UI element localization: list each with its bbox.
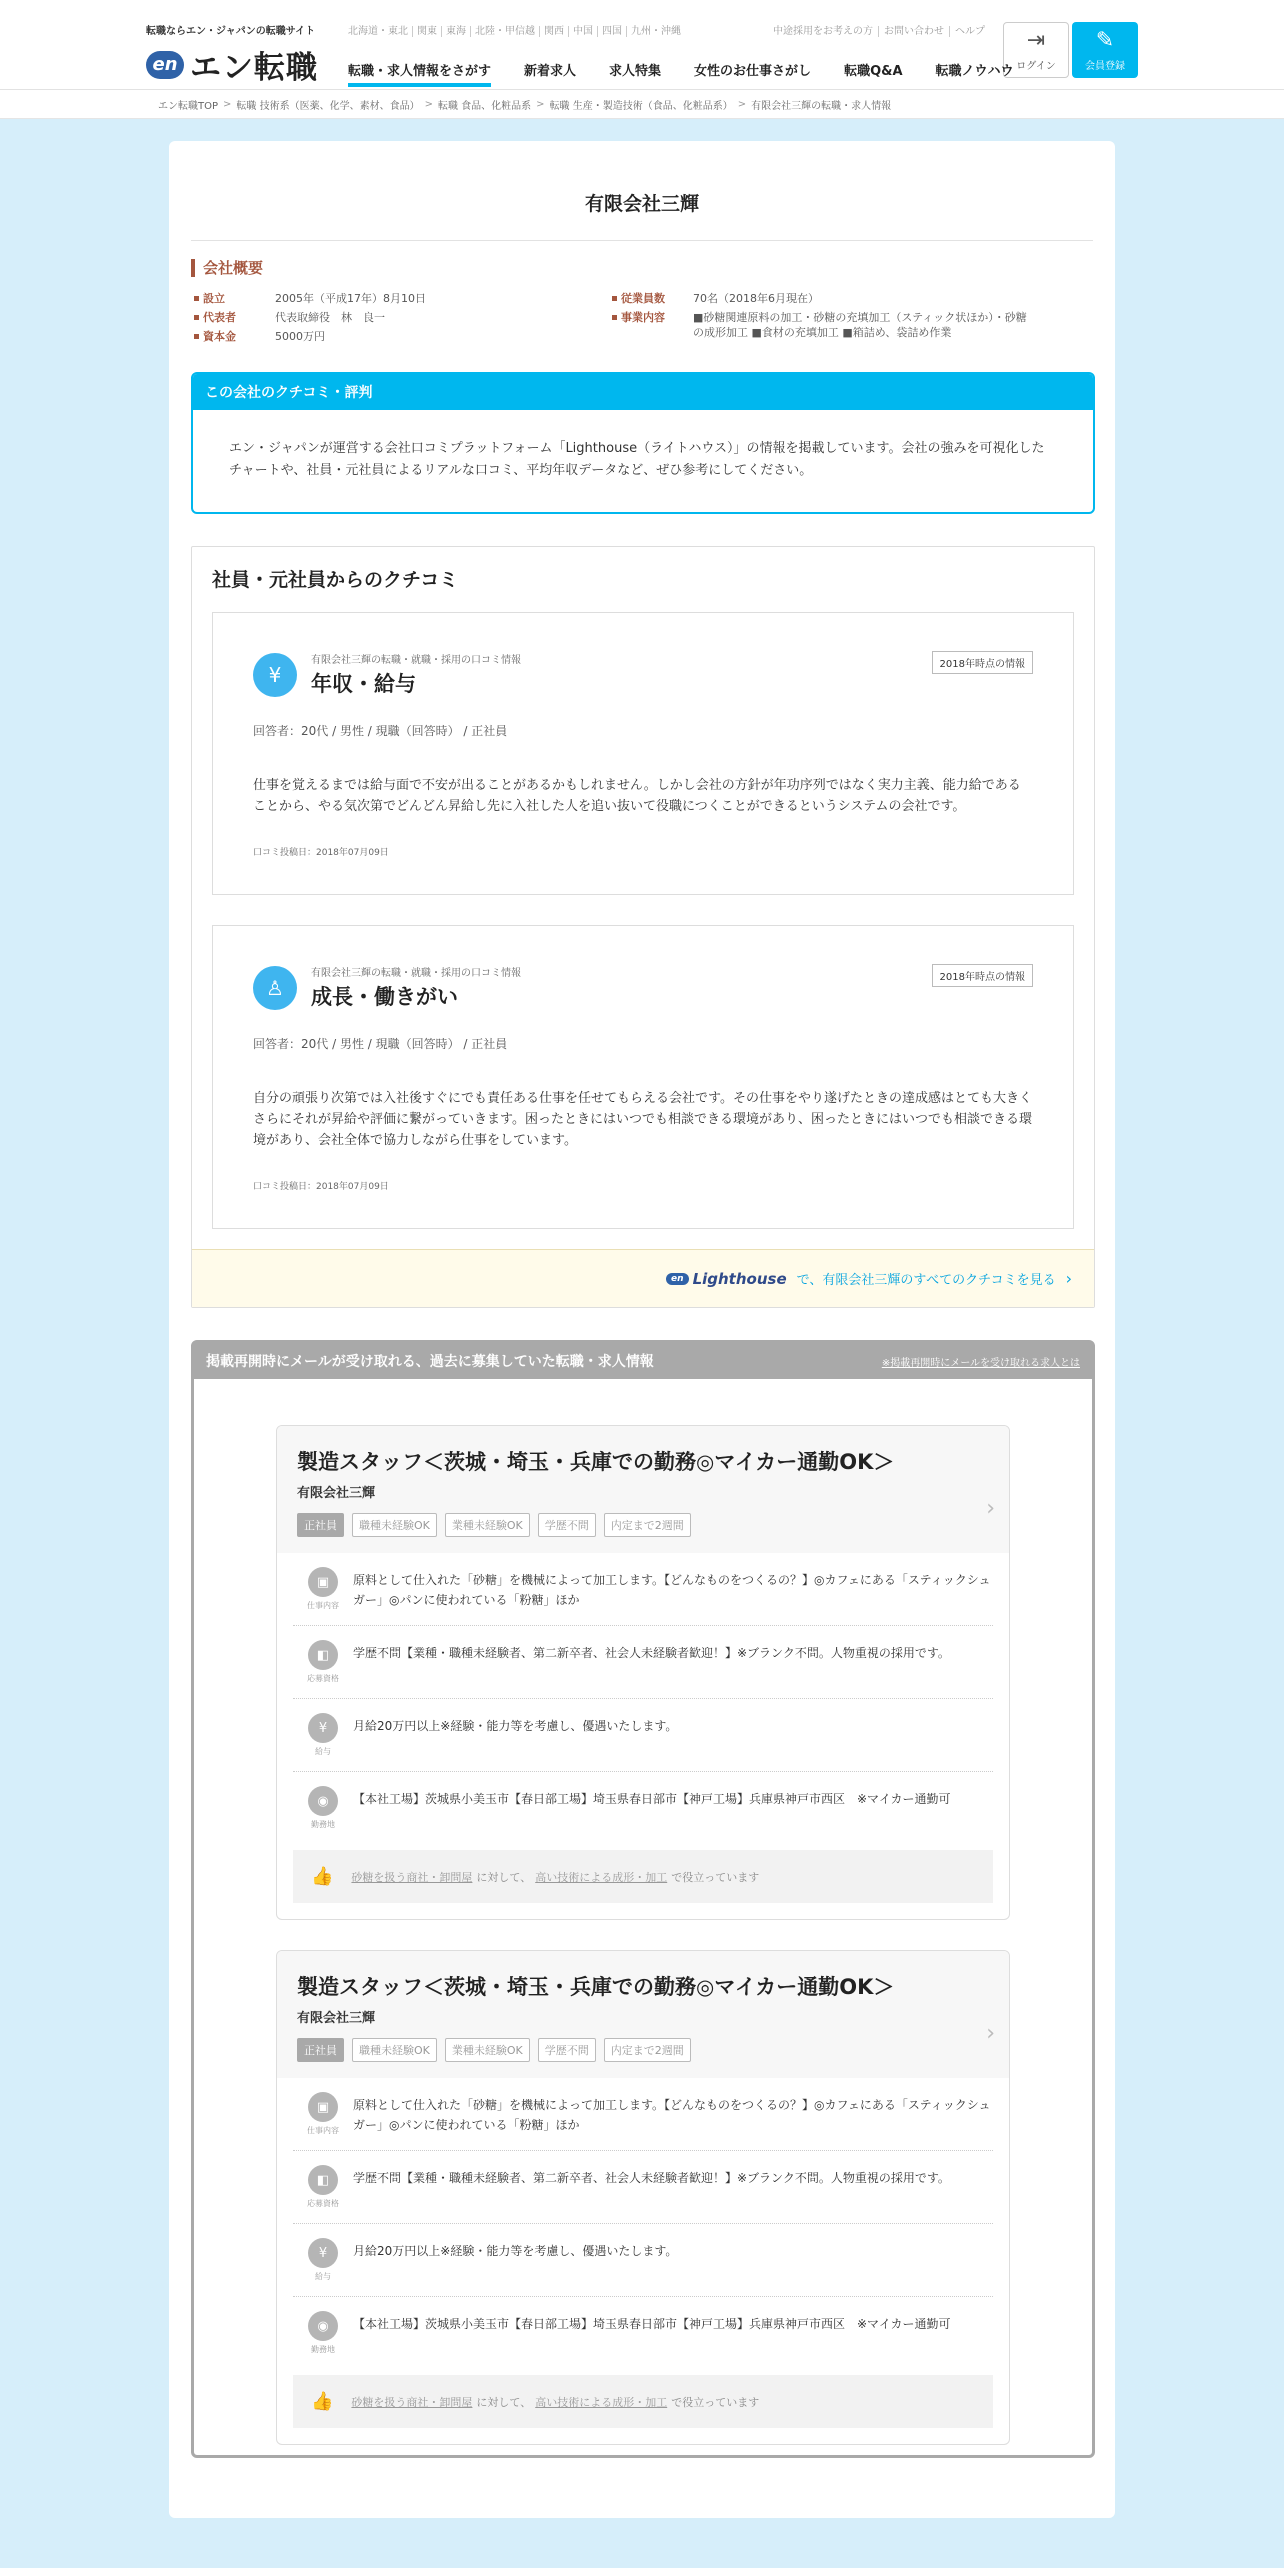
review-category: 成長・働きがい — [311, 985, 458, 1009]
chevron-right-icon: › — [1065, 1269, 1072, 1288]
business-value: ■砂糖関連原料の加工・砂糖の充填加工（スティック状ほか）・砂糖の成形加工 ■食材の充填加工 ■箱詰め、袋詰め作業 — [693, 311, 1027, 339]
job-location: 【本社工場】茨城県小美玉市【春日部工場】埼玉県春日部市【神戸工場】兵庫県神戸市西区 ※マイカー通勤可 — [353, 1792, 951, 1806]
capital-label: 資本金 — [191, 329, 275, 344]
lighthouse-link-bar[interactable] — [192, 1249, 1094, 1307]
job-detail-row — [293, 2224, 993, 2297]
login-icon: ⇥ — [1026, 27, 1046, 53]
nav-knowhow[interactable]: 転職ノウハウ — [935, 64, 1014, 79]
strength-skill: 高い技術による成形・加工 — [535, 1870, 668, 1884]
past-jobs-help-link[interactable]: ※掲載再開時にメールを受け取れる求人とは — [881, 1357, 1080, 1369]
strength-end: で役立っています — [671, 2395, 760, 2409]
job-location: 【本社工場】茨城県小美玉市【春日部工場】埼玉県春日部市【神戸工場】兵庫県神戸市西区 ※マイカー通勤可 — [353, 2317, 951, 2331]
site-header — [0, 0, 1284, 90]
strength-target: 砂糖を扱う商社・卸問屋 — [351, 2395, 473, 2409]
job-salary: 月給20万円以上※経験・能力等を考慮し、優遇いたします。 — [353, 2244, 678, 2258]
region-link[interactable]: 九州・沖縄 — [631, 26, 681, 37]
kuchikomi-info-box — [191, 372, 1095, 514]
ceo-label: 代表者 — [191, 310, 275, 325]
en-logo-icon: en — [666, 1273, 689, 1285]
job-detail-row — [293, 2297, 993, 2369]
company-overview — [191, 259, 1093, 348]
chevron-right-icon[interactable]: › — [986, 1496, 995, 1521]
contact-link[interactable]: お問い合わせ — [879, 26, 950, 37]
job-qualifications: 学歴不問【業種・職種未経験者、第二新卒者、社会人未経験者歓迎！】※ブランク不問。人物重視の採用です。 — [353, 1646, 950, 1660]
row-label: 勤務地 — [311, 1820, 335, 1829]
review-subtitle: 有限会社三輝の転職・就職・採用の口コミ情報 — [311, 655, 521, 666]
employees-value: 70名（2018年6月現在） — [693, 292, 819, 305]
row-label: 応募資格 — [307, 2199, 339, 2208]
thumbs-up-icon: 👍 — [311, 2391, 334, 2412]
job-qualifications: 学歴不問【業種・職種未経験者、第二新卒者、社会人未経験者歓迎！】※ブランク不問。人物重視の採用です。 — [353, 2171, 950, 2185]
strength-skill: 高い技術による成形・加工 — [535, 2395, 668, 2409]
breadcrumb-current: 有限会社三輝の転職・求人情報 — [751, 100, 892, 112]
region-link[interactable]: 東海 — [442, 26, 471, 37]
breadcrumb-item[interactable]: 転職 生産・製造技術（食品、化粧品系） — [549, 100, 733, 112]
bookmark-icon: ◧ — [308, 2165, 338, 2195]
review-card — [212, 612, 1074, 895]
help-link[interactable]: ヘルプ — [955, 26, 985, 37]
job-tag: 学歴不問 — [538, 1513, 596, 1537]
job-detail-row — [293, 2078, 993, 2151]
strength-connector: に対して、 — [476, 2395, 532, 2409]
job-tags — [297, 2038, 989, 2062]
nav-qa[interactable]: 転職Q&A — [844, 64, 903, 79]
row-label: 応募資格 — [307, 1674, 339, 1683]
location-icon: ◉ — [308, 2311, 338, 2341]
all-reviews-link[interactable]: で、有限会社三輝のすべてのクチコミを見る — [796, 1273, 1056, 1288]
region-link[interactable]: 中国 — [569, 26, 598, 37]
review-text: 仕事を覚えるまでは給与面で不安が出ることがあるかもしれません。しかし会社の方針が年功序列ではなく実力主義、能力給であることから、やる気次第でどんどん昇給し先に入社した人を追い抜いて役職につくことができるというシステムの会社です。 — [253, 778, 1021, 814]
utility-links — [768, 26, 990, 37]
region-link[interactable]: 関西 — [540, 26, 569, 37]
job-title[interactable]: 製造スタッフ＜茨城・埼玉・兵庫での勤務◎マイカー通勤OK＞ — [297, 1975, 895, 1999]
job-tag: 正社員 — [297, 1513, 344, 1537]
review-respondent: 回答者：20代 / 男性 / 現職（回答時） / 正社員 — [253, 724, 508, 738]
main-content — [169, 141, 1115, 2518]
review-year-badge: 2018年時点の情報 — [932, 651, 1033, 674]
yen-icon: ¥ — [308, 1713, 338, 1743]
job-tag: 職種未経験OK — [352, 1513, 437, 1537]
chevron-right-icon[interactable]: › — [986, 2021, 995, 2046]
job-strength-note — [293, 2375, 993, 2428]
location-icon: ◉ — [308, 1786, 338, 1816]
salary-icon: ¥ — [253, 653, 297, 697]
job-tag: 内定まで2週間 — [604, 2038, 691, 2062]
region-link[interactable]: 北陸・甲信越 — [471, 26, 540, 37]
job-tag: 業種未経験OK — [445, 1513, 530, 1537]
job-tag: 内定まで2週間 — [604, 1513, 691, 1537]
job-tags — [297, 1513, 989, 1537]
business-label: 事業内容 — [609, 310, 693, 340]
job-strength-note — [293, 1850, 993, 1903]
nav-new-jobs[interactable]: 新着求人 — [524, 64, 577, 79]
job-company: 有限会社三輝 — [297, 2011, 376, 2026]
thumbs-up-icon: 👍 — [311, 1866, 334, 1887]
lighthouse-logo: en Lighthouse — [666, 1270, 787, 1288]
job-tag: 職種未経験OK — [352, 2038, 437, 2062]
employees-label: 従業員数 — [609, 291, 693, 306]
nav-search-jobs[interactable]: 転職・求人情報をさがす — [348, 60, 491, 87]
region-link[interactable]: 北海道・東北 — [348, 26, 413, 37]
growth-person-icon: ♙ — [253, 966, 297, 1010]
job-detail-row — [293, 1699, 993, 1772]
review-card — [212, 925, 1074, 1229]
job-salary: 月給20万円以上※経験・能力等を考慮し、優遇いたします。 — [353, 1719, 678, 1733]
breadcrumb-item[interactable]: 転職 技術系（医薬、化学、素材、食品） — [236, 100, 420, 112]
nav-women-jobs[interactable]: 女性のお仕事さがし — [694, 64, 812, 79]
review-text: 自分の頑張り次第では入社後すぐにでも責任ある仕事を任せてもらえる会社です。その仕事をやり遂げたときの達成感はとても大きくさらにそれが昇給や評価に繋がっていきます。困ったときにはいつでも相談できる環境があり、困ったときにはいつでも相談できる環境があり、会社全体で協力しながら仕事をしています。 — [253, 1091, 1032, 1148]
capital-value: 5000万円 — [275, 330, 325, 343]
region-link[interactable]: 四国 — [598, 26, 627, 37]
login-label: ログイン — [1016, 60, 1056, 72]
review-subtitle: 有限会社三輝の転職・就職・採用の口コミ情報 — [311, 968, 521, 979]
job-title[interactable]: 製造スタッフ＜茨城・埼玉・兵庫での勤務◎マイカー通勤OK＞ — [297, 1450, 895, 1474]
job-card[interactable] — [276, 1425, 1010, 1920]
reviews-section — [191, 546, 1095, 1308]
breadcrumb: エン転職TOP > 転職 技術系（医薬、化学、素材、食品） > 転職 食品、化粧品系 > 転職 生産・製造技術（食品、化粧品系） > 有限会社三輝の転職・求人情報 — [0, 90, 1284, 119]
region-link[interactable]: 関東 — [413, 26, 442, 37]
reviews-title: 社員・元社員からのクチコミ — [212, 569, 459, 591]
page-title: 有限会社三輝 — [191, 141, 1093, 241]
bookmark-icon: ◧ — [308, 1640, 338, 1670]
row-label: 勤務地 — [311, 2345, 335, 2354]
founded-label: 設立 — [191, 291, 275, 306]
job-company: 有限会社三輝 — [297, 1486, 376, 1501]
ceo-value: 代表取締役 林 良一 — [275, 311, 385, 324]
logo-text: エン転職 — [190, 50, 318, 86]
main-nav — [348, 60, 1047, 87]
yen-icon: ¥ — [308, 2238, 338, 2268]
founded-value: 2005年（平成17年）8月10日 — [275, 292, 426, 305]
strength-connector: に対して、 — [476, 1870, 532, 1884]
strength-target: 砂糖を扱う商社・卸問屋 — [351, 1870, 473, 1884]
review-date: 口コミ投稿日：2018年07月09日 — [253, 1182, 389, 1192]
job-tag: 正社員 — [297, 2038, 344, 2062]
review-respondent: 回答者：20代 / 男性 / 現職（回答時） / 正社員 — [253, 1037, 508, 1051]
region-links — [348, 26, 685, 37]
job-description: 原料として仕入れた「砂糖」を機械によって加工します。【どんなものをつくるの？】◎カフェにある「スティックシュガー」◎パンに使われている「粉糖」ほか — [353, 1573, 991, 1607]
briefcase-icon: ▣ — [308, 2092, 338, 2122]
kuchikomi-heading: この会社のクチコミ・評判 — [193, 374, 1093, 410]
row-label: 給与 — [315, 1747, 331, 1756]
recruiter-link[interactable]: 中途採用をお考えの方 — [768, 26, 879, 37]
job-tag: 学歴不問 — [538, 2038, 596, 2062]
review-category: 年収・給与 — [311, 672, 416, 696]
review-year-badge: 2018年時点の情報 — [932, 964, 1033, 987]
register-label: 会員登録 — [1085, 60, 1125, 72]
kuchikomi-description: エン・ジャパンが運営する会社口コミプラットフォーム「Lighthouse（ライトハウス）」の情報を掲載しています。会社の強みを可視化したチャートや、社員・元社員によるリアルな口コミ、平均年収データなど、ぜひ参考にしてください。 — [229, 441, 1045, 478]
job-tag: 業種未経験OK — [445, 2038, 530, 2062]
nav-features[interactable]: 求人特集 — [609, 64, 662, 79]
strength-end: で役立っています — [671, 1870, 760, 1884]
en-logo-icon: en — [146, 51, 184, 79]
briefcase-icon: ▣ — [308, 1567, 338, 1597]
register-button[interactable] — [1072, 22, 1138, 78]
row-label: 給与 — [315, 2272, 331, 2281]
row-label: 仕事内容 — [307, 2126, 339, 2135]
pencil-icon: ✎ — [1095, 27, 1115, 53]
logo-tagline: 転職ならエン・ジャパンの転職サイト — [146, 26, 316, 37]
past-jobs-heading: 掲載再開時にメールが受け取れる、過去に募集していた転職・求人情報 — [206, 1354, 654, 1370]
job-detail-row — [293, 1772, 993, 1844]
overview-heading: 会社概要 — [191, 259, 1093, 277]
job-detail-row — [293, 1553, 993, 1626]
review-date: 口コミ投稿日：2018年07月09日 — [253, 848, 389, 858]
logo[interactable] — [146, 22, 318, 87]
past-jobs-section — [191, 1340, 1095, 2458]
job-card[interactable] — [276, 1950, 1010, 2445]
job-detail-row — [293, 1626, 993, 1699]
row-label: 仕事内容 — [307, 1601, 339, 1610]
breadcrumb-item[interactable]: 転職 食品、化粧品系 — [437, 100, 532, 112]
breadcrumb-item[interactable]: エン転職TOP — [158, 100, 219, 112]
job-detail-row — [293, 2151, 993, 2224]
job-description: 原料として仕入れた「砂糖」を機械によって加工します。【どんなものをつくるの？】◎カフェにある「スティックシュガー」◎パンに使われている「粉糖」ほか — [353, 2098, 991, 2132]
